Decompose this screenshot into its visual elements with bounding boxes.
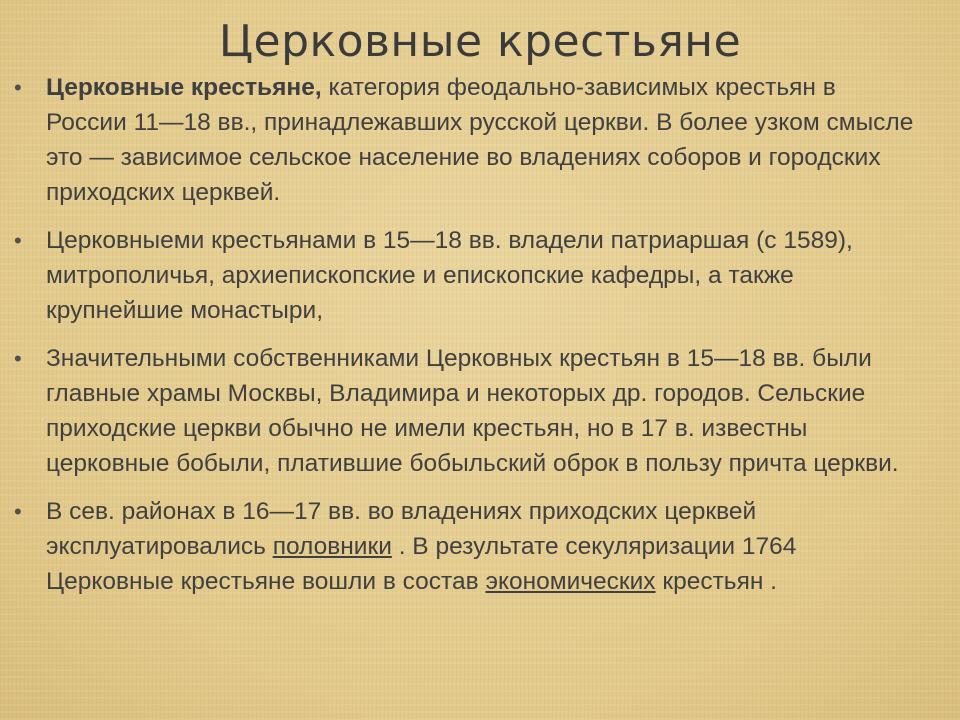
bullet-icon: • <box>14 228 22 253</box>
bullet-text: Церковныеми крестьянами в 15—18 вв. владели патриаршая (с 1589), митрополичья, архиепископские и епископские кафедры, а также крупнейшие монастыри, <box>46 227 853 324</box>
bullet-item-3 <box>14 341 914 481</box>
bullet-item-4 <box>14 494 914 599</box>
slide-title: Церковные крестьяне <box>218 16 742 67</box>
bullet-text: Значительными собственниками Церковных крестьян в 15—18 вв. были главные храмы Москвы, Владимира и некоторых др. городов. Сельские приходские церкви обычно не имели крестьян, но в 17 в. известны церковные бобыли, платившие бобыльский оброк в пользу причта церкви. <box>46 345 899 477</box>
bullet-list <box>14 70 914 612</box>
link-polovniki[interactable]: половники <box>272 533 392 560</box>
bullet-icon: • <box>14 346 22 371</box>
bullet-text: категория феодально-зависимых крестьян в России 11—18 вв., принадлежавших русской церкви. В более узком смысле это — зависимое сельское население во владениях соборов и городских приходских церквей. <box>46 74 914 206</box>
bullet-item-1 <box>14 70 914 210</box>
bullet-item-2 <box>14 223 914 328</box>
term-heading: Церковные крестьяне, <box>46 74 322 101</box>
bullet-icon: • <box>14 75 22 100</box>
link-ekonomicheskih[interactable]: экономических <box>485 568 656 595</box>
bullet-text: крестьян . <box>655 568 777 595</box>
bullet-icon: • <box>14 499 22 524</box>
bullet-text: . В результате секуляризации 1764 Церковные крестьяне вошли в состав <box>46 533 797 595</box>
bullet-text: В сев. районах в 16—17 вв. во владениях приходских церквей эксплуатировались <box>46 498 757 560</box>
